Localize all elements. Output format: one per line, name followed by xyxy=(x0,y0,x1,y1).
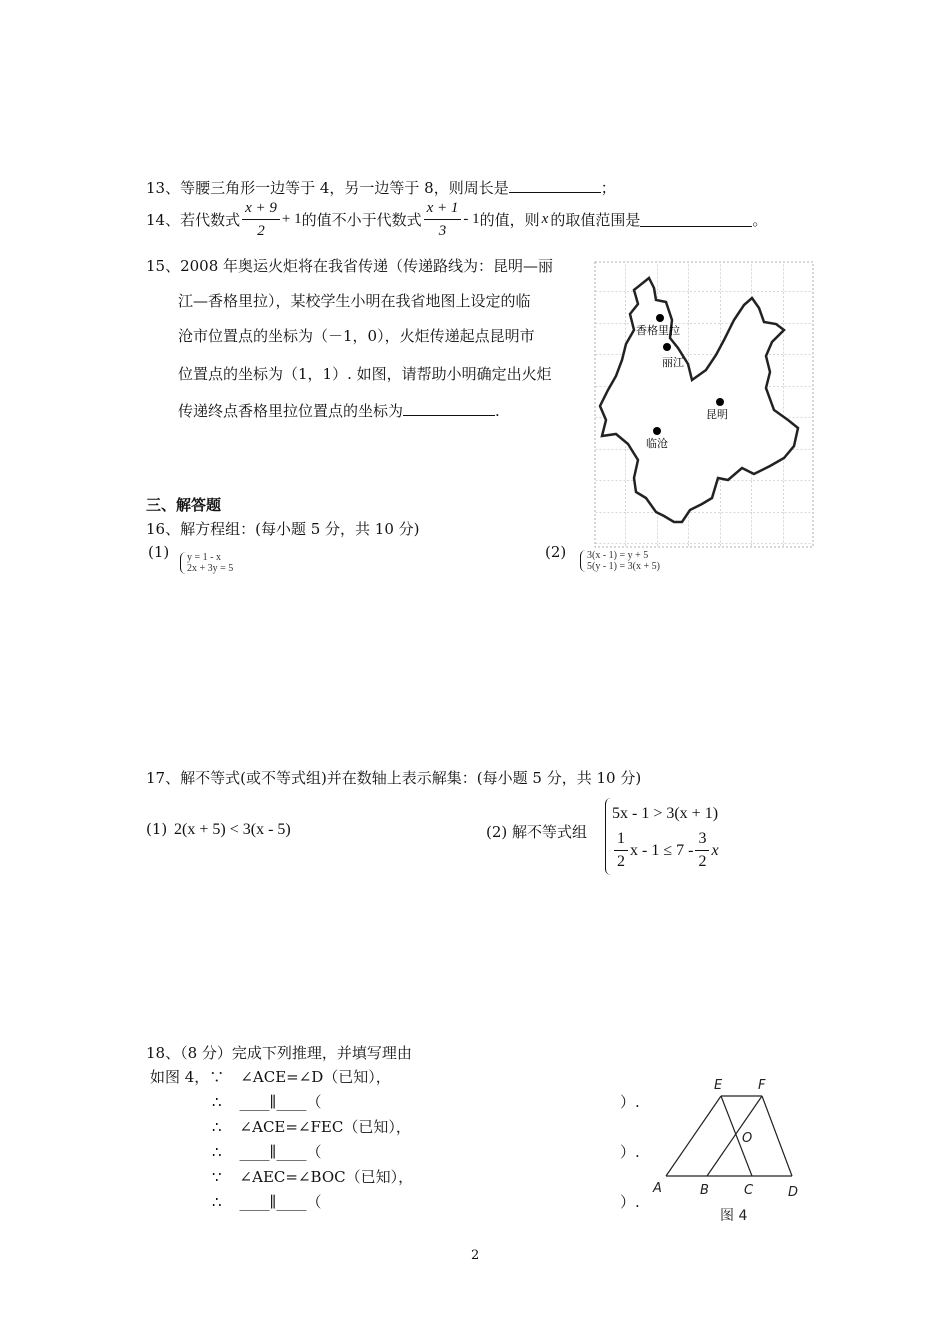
q15-line-2: 江—香格里拉），某校学生小明在我省地图上设定的临 xyxy=(178,292,531,310)
figure-4 xyxy=(650,1072,810,1232)
q18-line-3: ∴ ∠ACE=∠FEC（已知）， xyxy=(212,1118,411,1136)
question-16-title: 16、解方程组：(每小题 5 分，共 10 分) xyxy=(146,520,420,538)
label-D: D xyxy=(788,1185,799,1200)
line-DF xyxy=(762,1096,792,1176)
q16-part1-system: y = 1 - x 2x + 3y = 5 xyxy=(180,552,233,574)
label-shangri-la: 香格里拉 xyxy=(636,324,680,337)
q15-line-5: 传递终点香格里拉位置点的坐标为 . xyxy=(178,402,500,420)
label-O: O xyxy=(742,1131,753,1146)
fraction: $\frac{x + 9}{2}$ xyxy=(242,197,280,242)
label-kunming: 昆明 xyxy=(706,408,728,421)
q18-line-4: ∴ ____∥____（ xyxy=(212,1143,322,1161)
q17-part2-system: 5x - 1 > 3(x + 1) $\frac{1}{2}$ x - 1 ≤ 7 - $\frac{3}{2}$ x xyxy=(605,798,719,875)
q18-line-1: 如图 4，∵ ∠ACE=∠D（已知）， xyxy=(150,1068,391,1086)
label-lincang: 临沧 xyxy=(646,437,668,450)
question-17-title: 17、解不等式(或不等式组)并在数轴上表示解集：(每小题 5 分，共 10 分) xyxy=(146,769,642,787)
figure-caption: 图 4 xyxy=(720,1208,748,1224)
q17-part1: (1) 2(x + 5) < 3(x - 5) xyxy=(146,820,291,838)
question-13: 13、等腰三角形一边等于 4，另一边等于 8，则周长是 ； xyxy=(146,179,616,197)
q18-close-3: ）. xyxy=(620,1193,640,1211)
label-B: B xyxy=(700,1183,709,1198)
answer-blank[interactable] xyxy=(509,178,601,193)
label-E: E xyxy=(714,1078,723,1093)
q16-part2-label: (2) xyxy=(545,543,567,561)
label-A: A xyxy=(653,1181,662,1196)
q18-line-6: ∴ ____∥____（ xyxy=(212,1193,322,1211)
q18-line-5: ∵ ∠AEC=∠BOC（已知）， xyxy=(212,1168,414,1186)
kunming-dot xyxy=(716,398,724,406)
q16-part1-label: (1) xyxy=(148,543,170,561)
q18-line-2: ∴ ____∥____（ xyxy=(212,1093,322,1111)
lincang-dot xyxy=(653,427,661,435)
answer-blank[interactable] xyxy=(640,212,752,227)
q15-line-1: 15、2008 年奥运火炬将在我省传递（传递路线为：昆明—丽 xyxy=(146,257,554,275)
line-AE xyxy=(666,1096,721,1176)
shangri-la-dot xyxy=(656,314,664,322)
q15-line-3: 沧市位置点的坐标为（－1，0），火炬传递起点昆明市 xyxy=(178,327,535,345)
lijiang-dot xyxy=(663,343,671,351)
question-18-title: 18、（8 分）完成下列推理，并填写理由 xyxy=(146,1044,412,1062)
answer-blank[interactable] xyxy=(403,401,495,416)
section-title: 三、解答题 xyxy=(146,496,222,514)
label-F: F xyxy=(758,1078,766,1093)
page-number: 2 xyxy=(471,1248,480,1263)
question-14: 14、若代数式 $\frac{x + 9}{2}$ + 1 的值不小于代数式 $\frac{x + 1}{3}$ - 1 的值，则 x 的取值范围是 。 xyxy=(146,197,767,242)
fraction: $\frac{x + 1}{3}$ xyxy=(424,197,462,242)
label-lijiang: 丽江 xyxy=(662,356,684,369)
q15-line-4: 位置点的坐标为（1，1）. 如图，请帮助小明确定出火炬 xyxy=(178,365,552,383)
q16-part2-system: 3(x - 1) = y + 5 5(y - 1) = 3(x + 5) xyxy=(580,550,660,572)
q17-part2-label: (2) 解不等式组 xyxy=(486,823,588,841)
yunnan-map xyxy=(594,260,816,550)
q18-close-1: ）. xyxy=(620,1093,640,1111)
label-C: C xyxy=(744,1183,754,1198)
line-BF xyxy=(707,1096,762,1176)
q18-close-2: ）. xyxy=(620,1143,640,1161)
